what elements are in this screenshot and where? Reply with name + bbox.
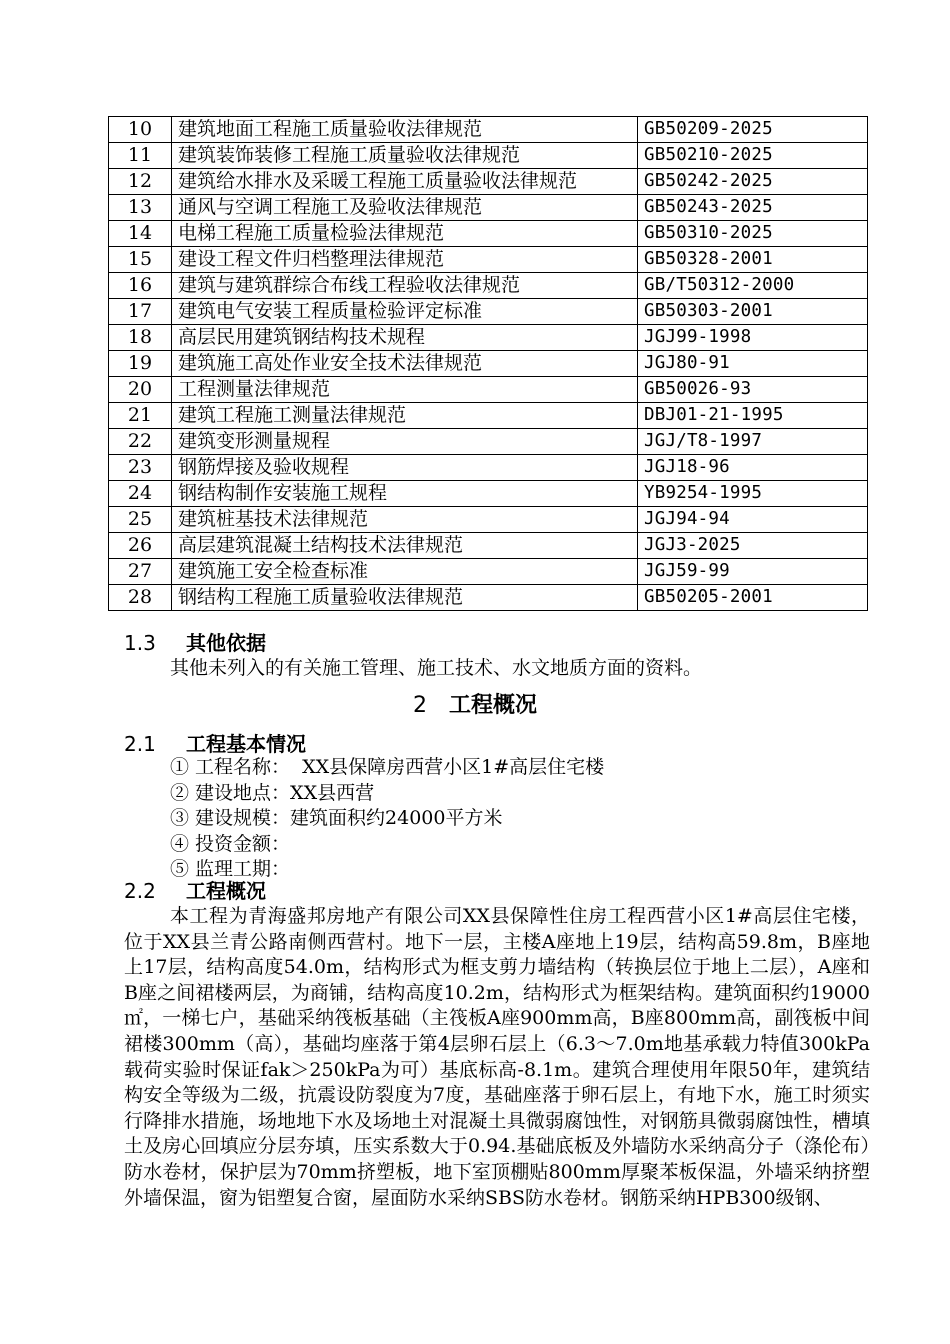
standard-name-cell: 钢结构工程施工质量验收法律规范 [172, 585, 638, 611]
section-title: 工程概况 [186, 879, 266, 903]
standard-code-cell: GB50243-2025 [638, 195, 868, 221]
standard-name-cell: 电梯工程施工质量检验法律规范 [172, 221, 638, 247]
standard-name-cell: 高层建筑混凝土结构技术法律规范 [172, 533, 638, 559]
standard-code-cell: DBJ01-21-1995 [638, 403, 868, 429]
standard-code-cell: GB50242-2025 [638, 169, 868, 195]
standard-code-cell: GB50328-2001 [638, 247, 868, 273]
table-row [109, 247, 868, 273]
standards-table-body [109, 117, 868, 611]
standard-name-cell: 钢筋焊接及验收规程 [172, 455, 638, 481]
table-row [109, 351, 868, 377]
table-row [109, 117, 868, 143]
standard-code-cell: GB50205-2001 [638, 585, 868, 611]
row-number-cell: 17 [109, 299, 172, 325]
standard-code-cell: JGJ94-94 [638, 507, 868, 533]
standard-code-cell: JGJ18-96 [638, 455, 868, 481]
standard-code-cell: GB50209-2025 [638, 117, 868, 143]
row-number-cell: 26 [109, 533, 172, 559]
row-number-cell: 16 [109, 273, 172, 299]
table-row [109, 273, 868, 299]
table-row [109, 169, 868, 195]
section-2-1-heading [124, 730, 306, 758]
table-row [109, 377, 868, 403]
standard-code-cell: JGJ59-99 [638, 559, 868, 585]
standard-code-cell: GB50026-93 [638, 377, 868, 403]
standard-name-cell: 建筑施工安全检查标准 [172, 559, 638, 585]
chapter-number: 2 [412, 693, 427, 718]
standard-code-cell: GB50210-2025 [638, 143, 868, 169]
table-row [109, 195, 868, 221]
standard-name-cell: 钢结构制作安装施工规程 [172, 481, 638, 507]
row-number-cell: 13 [109, 195, 172, 221]
standard-name-cell: 建筑装饰装修工程施工质量验收法律规范 [172, 143, 638, 169]
standard-code-cell: JGJ3-2025 [638, 533, 868, 559]
list-item: ① 工程名称： XX县保障房西营小区1#高层住宅楼 [170, 756, 605, 778]
standard-name-cell: 建筑工程施工测量法律规范 [172, 403, 638, 429]
standard-name-cell: 建筑电气安装工程质量检验评定标准 [172, 299, 638, 325]
standard-code-cell: YB9254-1995 [638, 481, 868, 507]
standard-name-cell: 建筑与建筑群综合布线工程验收法律规范 [172, 273, 638, 299]
list-item: ③ 建设规模：建筑面积约24000平方米 [170, 807, 503, 829]
section-2-2-heading [124, 877, 266, 905]
row-number-cell: 24 [109, 481, 172, 507]
table-row [109, 429, 868, 455]
row-number-cell: 14 [109, 221, 172, 247]
row-number-cell: 20 [109, 377, 172, 403]
table-row [109, 507, 868, 533]
standard-name-cell: 建设工程文件归档整理法律规范 [172, 247, 638, 273]
section-1-3-heading [124, 630, 266, 656]
table-row [109, 481, 868, 507]
standard-name-cell: 建筑给水排水及采暖工程施工质量验收法律规范 [172, 169, 638, 195]
standard-name-cell: 建筑施工高处作业安全技术法律规范 [172, 351, 638, 377]
row-number-cell: 27 [109, 559, 172, 585]
list-item: ④ 投资金额： [170, 832, 291, 855]
standard-name-cell: 高层民用建筑钢结构技术规程 [172, 325, 638, 351]
standard-code-cell: GB/T50312-2000 [638, 273, 868, 299]
row-number-cell: 15 [109, 247, 172, 273]
row-number-cell: 23 [109, 455, 172, 481]
row-number-cell: 25 [109, 507, 172, 533]
row-number-cell: 19 [109, 351, 172, 377]
table-row [109, 455, 868, 481]
row-number-cell: 18 [109, 325, 172, 351]
standard-name-cell: 建筑桩基技术法律规范 [172, 507, 638, 533]
standard-code-cell: JGJ80-91 [638, 351, 868, 377]
standard-name-cell: 建筑变形测量规程 [172, 429, 638, 455]
section-title: 其他依据 [186, 631, 266, 655]
row-number-cell: 10 [109, 117, 172, 143]
standard-code-cell: GB50303-2001 [638, 299, 868, 325]
standard-code-cell: JGJ99-1998 [638, 325, 868, 351]
table-row [109, 585, 868, 611]
section-title: 工程基本情况 [186, 732, 306, 756]
table-row [109, 533, 868, 559]
chapter-title: 工程概况 [448, 693, 537, 718]
project-info-list [170, 755, 604, 883]
row-number-cell: 11 [109, 143, 172, 169]
list-item: ② 建设地点：XX县西营 [170, 781, 375, 804]
table-row [109, 403, 868, 429]
section-number: 2.2 [124, 879, 156, 903]
row-number-cell: 21 [109, 403, 172, 429]
section-1-3-text: 其他未列入的有关施工管理、施工技术、水文地质方面的资料。 [170, 657, 703, 679]
row-number-cell: 22 [109, 429, 172, 455]
row-number-cell: 28 [109, 585, 172, 611]
project-overview-paragraph: 本工程为青海盛邦房地产有限公司XX县保障性住房工程西营小区1#高层住宅楼，位于XX县兰青公路南侧西营村。地下一层，主楼A座地上19层，结构高59.8m，B座地上17层，结构高度54.0m，结构形式为框支剪力墙结构（转换层位于地上二层），A座和B座之间裙楼两层，为商铺，结构高度10.2m，结构形式为框架结构。建筑面积约19000㎡，一梯七户，基础采纳筏板基础（主筏板A座900mm高，B座800mm高，副筏板中间裙楼300mm（高），基础均座落于第4层卵石层上（6.3～7.0m地基承载力特值300kPa载荷实验时保证fak＞250kPa为可）基底标高-8.1m。建筑合理使用年限50年，建筑结构安全等级为二级，抗震设防裂度为7度，基础座落于卵石层上，有地下水，施工时须实行降排水措施，场地地下水及场地土对混凝土具微弱腐蚀性，对钢筋具微弱腐蚀性，槽填土及房心回填应分层夯填，压实系数大于0.94.基础底板及外墙防水采纳高分子（涤伦布）防水卷材，保护层为70mm挤塑板，地下室顶棚贴800mm厚聚苯板保温，外墙采纳挤塑外墙保温，窗为铝塑复合窗，屋面防水采纳SBS防水卷材。钢筋采纳HPB300级钢、 [124, 905, 870, 1209]
standard-code-cell: JGJ/T8-1997 [638, 429, 868, 455]
table-row [109, 143, 868, 169]
section-number: 1.3 [124, 631, 156, 655]
chapter-2-heading [0, 690, 950, 722]
table-row [109, 299, 868, 325]
list-item: ⑤ 监理工期： [170, 858, 291, 880]
table-row [109, 325, 868, 351]
standard-name-cell: 通风与空调工程施工及验收法律规范 [172, 195, 638, 221]
table-row [109, 221, 868, 247]
standard-code-cell: GB50310-2025 [638, 221, 868, 247]
table-row [109, 559, 868, 585]
standards-table [108, 116, 868, 611]
standard-name-cell: 建筑地面工程施工质量验收法律规范 [172, 117, 638, 143]
section-number: 2.1 [124, 732, 156, 756]
standard-name-cell: 工程测量法律规范 [172, 377, 638, 403]
row-number-cell: 12 [109, 169, 172, 195]
